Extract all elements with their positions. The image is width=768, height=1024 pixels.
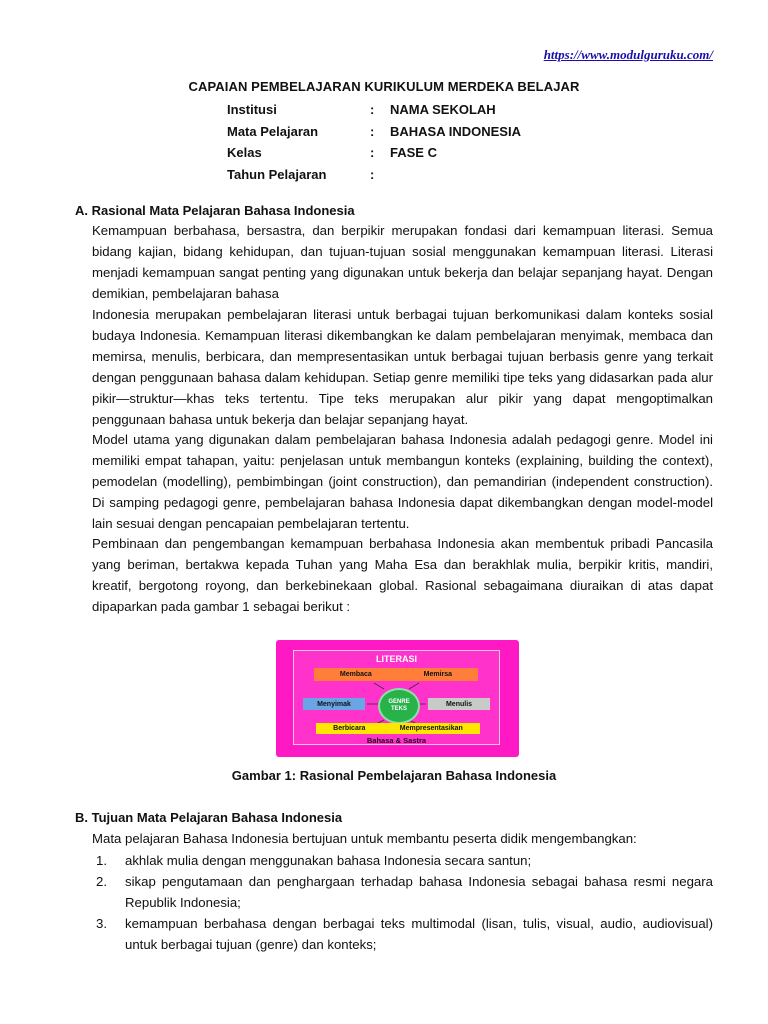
document-meta-table bbox=[227, 99, 521, 185]
section-a-heading: A. Rasional Mata Pelajaran Bahasa Indonesia bbox=[75, 203, 355, 218]
literasi-diagram-frame bbox=[293, 650, 500, 745]
meta-colon: : bbox=[370, 102, 375, 118]
diagram-genre-teks-circle bbox=[378, 688, 420, 724]
section-b-heading: B. Tujuan Mata Pelajaran Bahasa Indonesia bbox=[75, 810, 343, 825]
list-item-text: kemampuan berbahasa dengan berbagai teks multimodal (lisan, tulis, visual, audio, audiovisual) untuk berbagai tujuan (genre) dan konteks; bbox=[125, 915, 713, 952]
figure-caption: Gambar 1: Rasional Pembelajaran Bahasa Indonesia bbox=[231, 768, 557, 783]
diagram-box-berbicara-mempresentasikan bbox=[316, 723, 480, 734]
list-item bbox=[96, 914, 713, 956]
meta-colon: : bbox=[370, 166, 375, 182]
list-item-number: 1. bbox=[96, 853, 107, 868]
meta-colon: : bbox=[370, 145, 375, 161]
literasi-diagram bbox=[276, 640, 519, 757]
source-url-link[interactable]: https://www.modulguruku.com/ bbox=[543, 47, 713, 62]
meta-row-kelas bbox=[227, 142, 521, 164]
section-a-paragraph-2: Indonesia merupakan pembelajaran literasi untuk berbagai tujuan berkomunikasi dalam konteks sosial budaya Indonesia. Kemampuan literasi dikembangkan ke dalam pembelajaran menyimak, membaca dan memirsa, menulis, berbicara, dan mempresentasikan untuk berbagai tujuan berbasis genre yang terkait dengan penggunaan bahasa dalam kehidupan. Setiap genre memiliki tipe teks yang didasarkan pada alur pikir—struktur—khas teks tertentu. Tipe teks merupakan alur pikir yang dapat mengoptimalkan penggunaan bahasa untuk bekerja dan belajar sepanjang hayat. bbox=[92, 307, 713, 427]
meta-label: Institusi bbox=[227, 102, 277, 118]
list-item bbox=[96, 851, 713, 872]
diagram-label-mempresentasikan: Mempresentasikan bbox=[399, 725, 463, 732]
meta-colon: : bbox=[370, 123, 375, 139]
diagram-footer-label: Bahasa & Sastra bbox=[366, 736, 427, 745]
meta-row-tahun-pelajaran bbox=[227, 164, 521, 186]
objectives-list bbox=[96, 851, 713, 956]
meta-value: NAMA SEKOLAH bbox=[390, 102, 496, 118]
diagram-label-teks: TEKS bbox=[390, 706, 407, 712]
list-item-text: akhlak mulia dengan menggunakan bahasa Indonesia secara santun; bbox=[125, 853, 532, 868]
diagram-label-berbicara: Berbicara bbox=[333, 725, 366, 732]
meta-label: Mata Pelajaran bbox=[227, 123, 319, 139]
meta-label: Kelas bbox=[227, 145, 262, 161]
diagram-label-menulis: Menulis bbox=[445, 700, 473, 708]
diagram-label-menyimak: Menyimak bbox=[317, 700, 351, 708]
list-item bbox=[96, 872, 713, 914]
meta-row-mata-pelajaran bbox=[227, 121, 521, 143]
meta-label: Tahun Pelajaran bbox=[227, 166, 327, 182]
section-a-paragraph-1: Kemampuan berbahasa, bersastra, dan berpikir merupakan fondasi dari kemampuan literasi. Semua bidang kajian, bidang kehidupan, dan tujuan-tujuan sosial menggunakan kemampuan literasi. Literasi menjadi kemampuan sangat penting yang digunakan untuk bekerja dan belajar sepanjang hayat. Dengan demikian, pembelajaran bahasa bbox=[92, 223, 713, 301]
meta-row-institusi bbox=[227, 99, 521, 121]
meta-value: BAHASA INDONESIA bbox=[390, 123, 521, 139]
diagram-label-membaca: Membaca bbox=[339, 671, 372, 678]
document-title: CAPAIAN PEMBELAJARAN KURIKULUM MERDEKA BELAJAR bbox=[188, 79, 580, 94]
list-item-text: sikap pengutamaan dan penghargaan terhadap bahasa Indonesia sebagai bahasa resmi negara Republik Indonesia; bbox=[125, 873, 713, 910]
section-b-intro: Mata pelajaran Bahasa Indonesia bertujuan untuk membantu peserta didik mengembangkan: bbox=[92, 831, 637, 846]
meta-value: FASE C bbox=[390, 145, 437, 161]
list-item-number: 3. bbox=[96, 915, 107, 931]
diagram-title: LITERASI bbox=[375, 654, 417, 664]
section-a-paragraph-4: Pembinaan dan pengembangan kemampuan berbahasa Indonesia akan membentuk pribadi Pancasila yang beriman, bertakwa kepada Tuhan yang Maha Esa dan berakhlak mulia, berpikir kritis, mandiri, kreatif, bergotong royong, dan berkebinekaan global. Rasional sebagaimana diuraikan di atas dapat dipaparkan pada gambar 1 sebagai berikut : bbox=[92, 536, 713, 614]
diagram-label-memirsa: Memirsa bbox=[423, 671, 453, 678]
section-a-paragraph-3: Model utama yang digunakan dalam pembelajaran bahasa Indonesia adalah pedagogi genre. Model ini memiliki empat tahapan, yaitu: penjelasan untuk membangun konteks (explaining, building the context), pemodelan (modelling), pembimbingan (joint construction), dan pemandirian (independent construction). Di samping pedagogi genre, pembelajaran bahasa Indonesia dapat dikembangkan dengan model-model lain sesuai dengan pencapaian pembelajaran tertentu. bbox=[92, 432, 713, 531]
diagram-label-genre: GENRE bbox=[388, 699, 410, 705]
list-item-number: 2. bbox=[96, 873, 107, 889]
